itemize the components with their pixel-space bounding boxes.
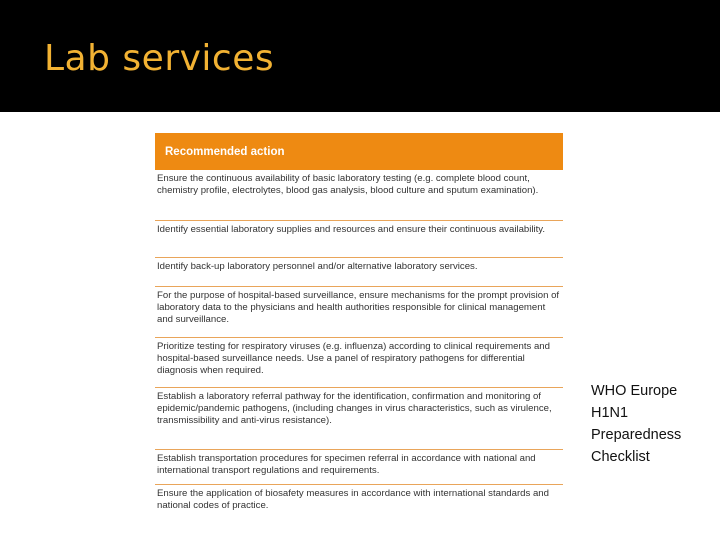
table-row: Identify back-up laboratory personnel and/or alternative laboratory services. (155, 258, 563, 287)
recommended-action-table (155, 133, 563, 515)
source-note: WHO Europe H1N1 Preparedness Checklist (591, 383, 682, 465)
table-header: Recommended action (155, 133, 563, 170)
title-band (0, 0, 720, 112)
table-row: Establish a laboratory referral pathway for the identification, confirmation and monitoring of epidemic/pandemic pathogens, (including changes in virus characteristics, such as virulence, transmissibility and anti-virus resistance). (155, 388, 563, 450)
table-row: Prioritize testing for respiratory viruses (e.g. influenza) according to clinical requirements and hospital-based surveillance needs. Use a panel of respiratory pathogens for differential diagnosis when required. (155, 338, 563, 388)
slide-title: Lab services (44, 38, 275, 79)
table-row: Ensure the continuous availability of basic laboratory testing (e.g. complete blood count, chemistry profile, electrolytes, blood gas analysis, blood culture and sputum examination). (155, 170, 563, 221)
table-row: Identify essential laboratory supplies and resources and ensure their continuous availability. (155, 221, 563, 258)
table-row: Ensure the application of biosafety measures in accordance with international standards and national codes of practice. (157, 488, 549, 511)
table-row: Establish transportation procedures for specimen referral in accordance with national and international transport regulations and requirements. (155, 450, 563, 485)
table-row: For the purpose of hospital-based surveillance, ensure mechanisms for the prompt provision of laboratory data to the physicians and health authorities responsible for clinical management and surveillance. (155, 287, 563, 338)
